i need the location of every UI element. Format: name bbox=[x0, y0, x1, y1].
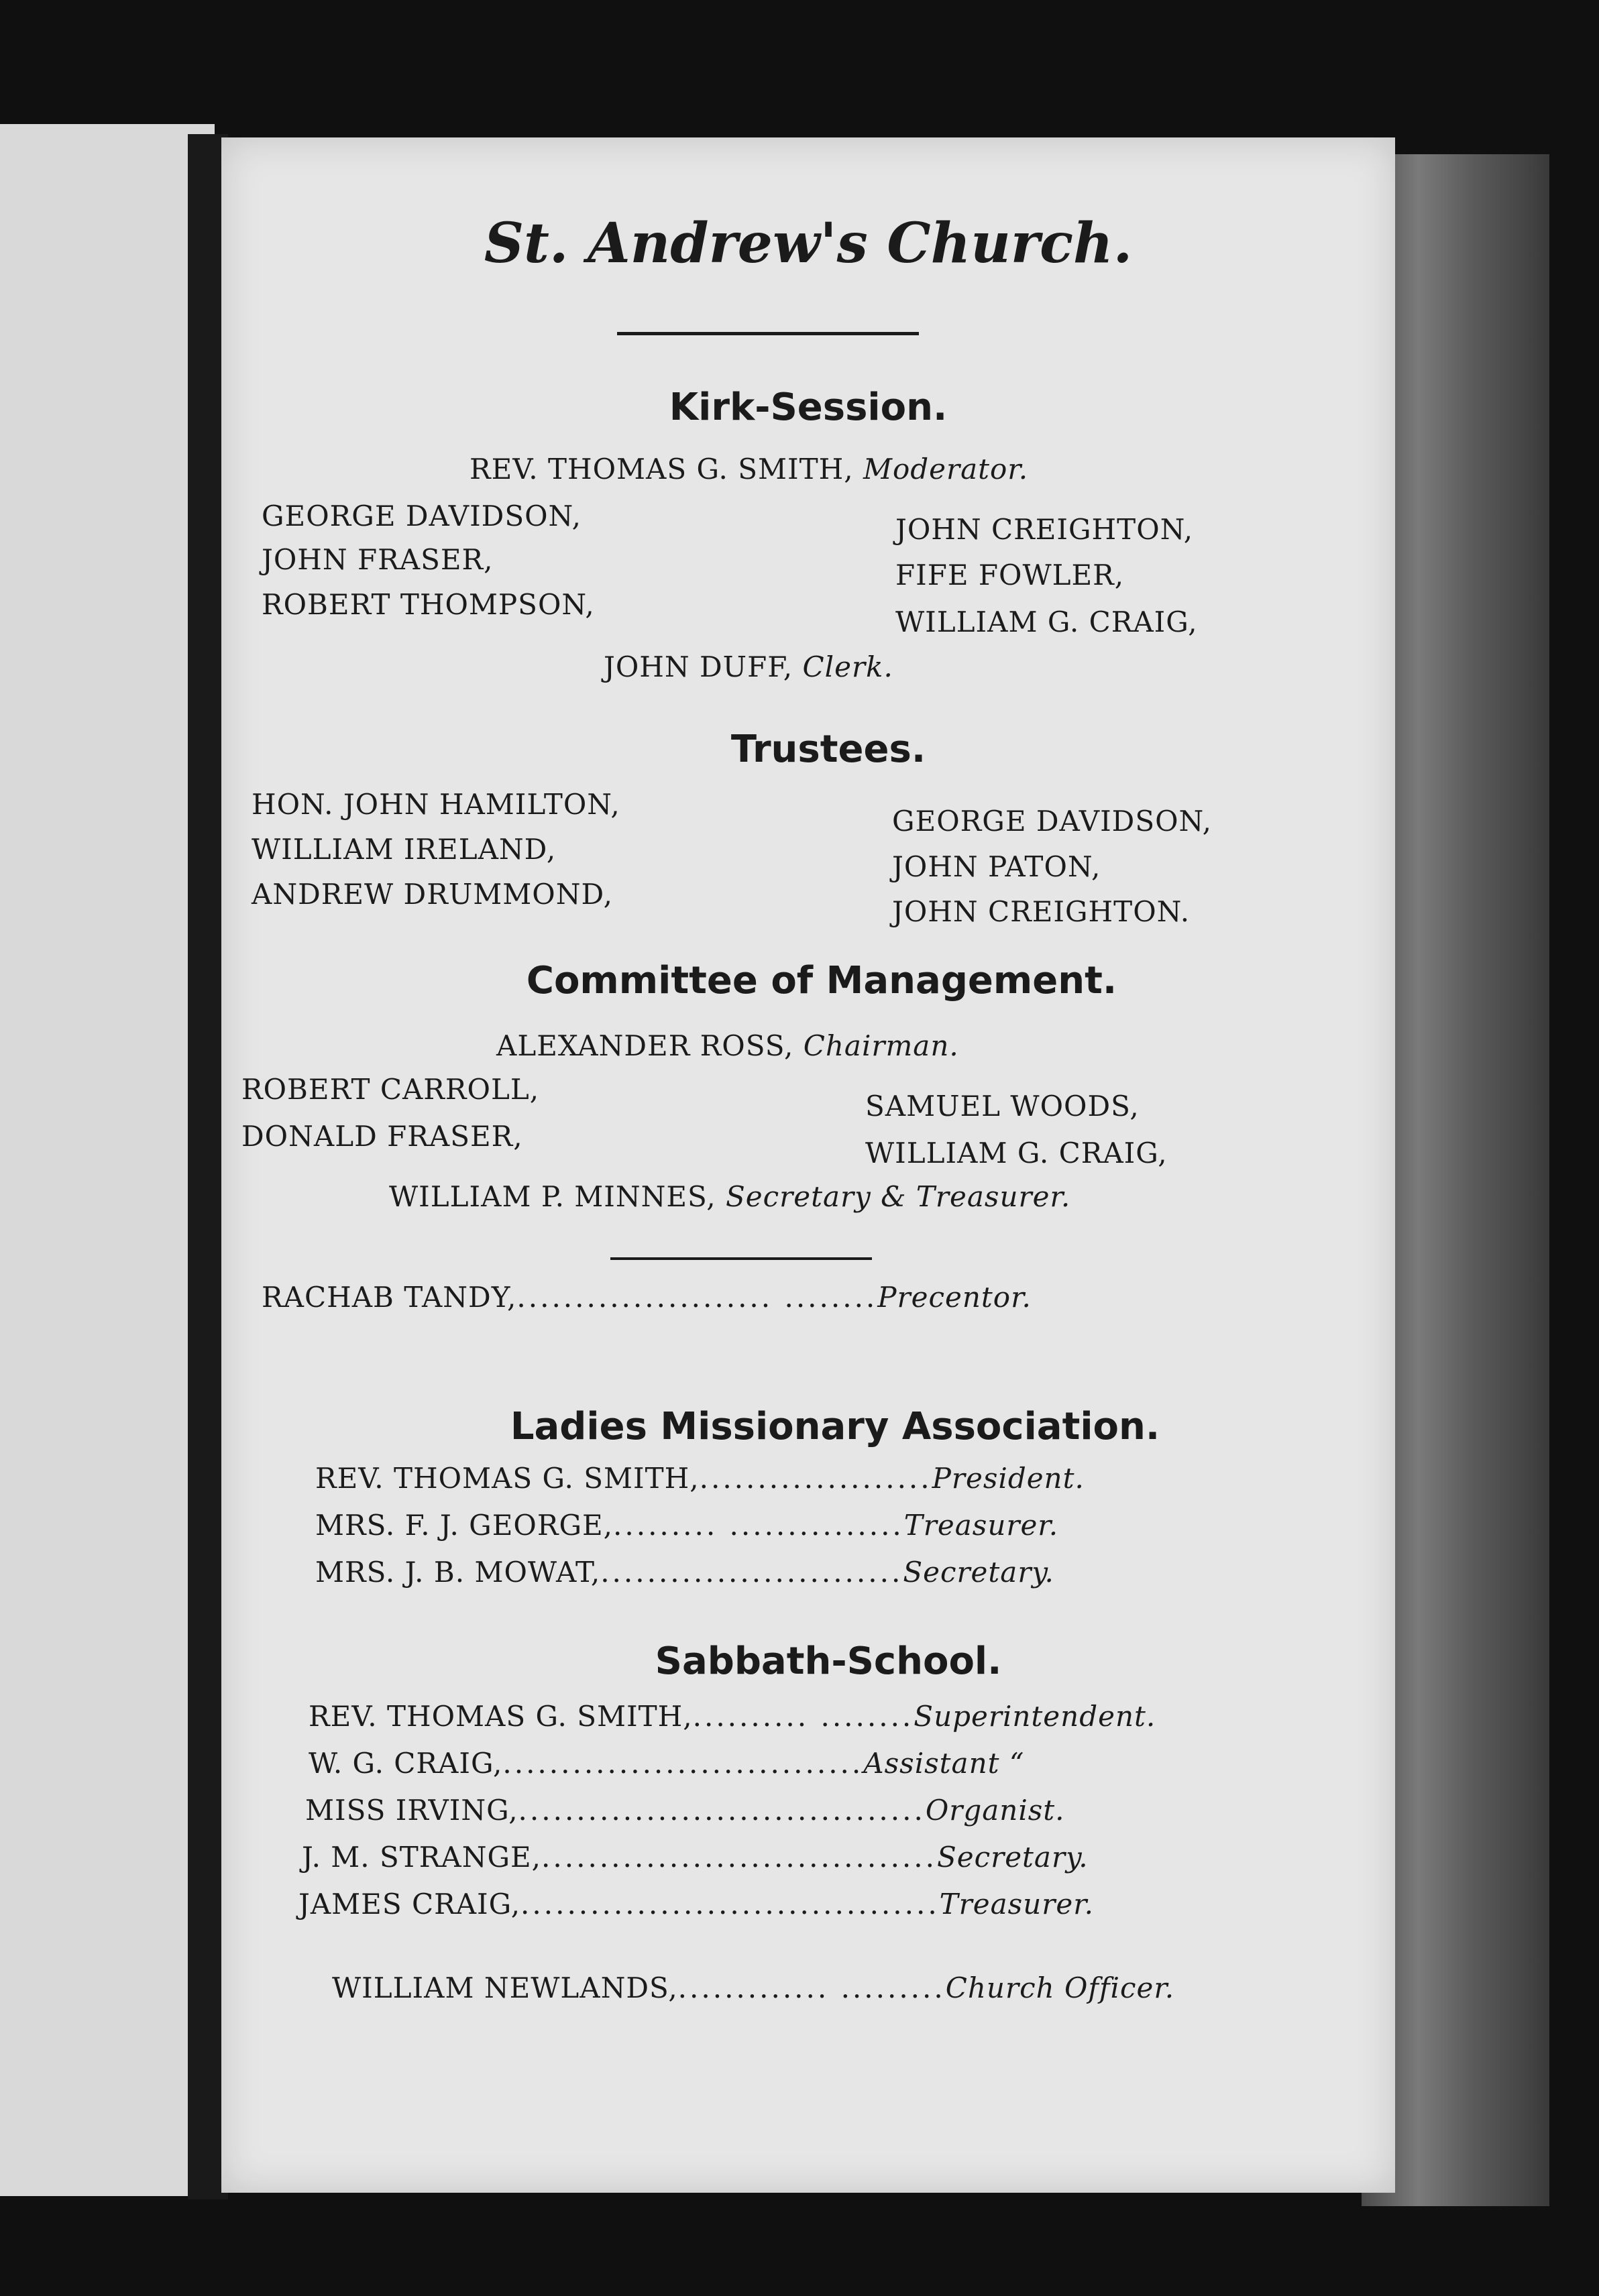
kirk-left-1: GEORGE DAVIDSON, bbox=[262, 500, 582, 532]
trustee-left-3: ANDREW DRUMMOND, bbox=[252, 878, 613, 911]
clerk-role: Clerk. bbox=[802, 650, 893, 683]
ladies-row-3-dots: .......................... bbox=[600, 1556, 903, 1589]
church-officer-line bbox=[332, 1971, 1174, 2004]
chairman-role: Chairman. bbox=[803, 1029, 959, 1062]
trustee-left-1: HON. JOHN HAMILTON, bbox=[252, 788, 620, 821]
trustee-right-2: JOHN PATON, bbox=[892, 850, 1101, 883]
precentor-line bbox=[262, 1281, 1032, 1314]
sabbath-row-1-role: Superintendent. bbox=[914, 1700, 1156, 1733]
sabbath-row-2 bbox=[309, 1747, 1024, 1780]
sabbath-row-5-role: Treasurer. bbox=[939, 1888, 1095, 1920]
committee-right-2: WILLIAM G. CRAIG, bbox=[865, 1137, 1168, 1169]
committee-secretary-name: WILLIAM P. MINNES, bbox=[389, 1180, 716, 1213]
sabbath-row-5 bbox=[298, 1888, 1094, 1920]
clerk-name: JOHN DUFF, bbox=[604, 650, 793, 683]
precentor-dots: ...................... ........ bbox=[516, 1281, 878, 1314]
ladies-row-1-name: REV. THOMAS G. SMITH, bbox=[315, 1462, 700, 1495]
sabbath-row-2-role: Assistant “ bbox=[863, 1747, 1025, 1780]
facing-page bbox=[0, 124, 215, 2196]
sabbath-row-3 bbox=[305, 1794, 1065, 1827]
clerk-line bbox=[604, 650, 893, 683]
ladies-row-1-role: President. bbox=[932, 1462, 1085, 1495]
chairman-line bbox=[496, 1029, 959, 1062]
kirk-left-2: JOHN FRASER, bbox=[262, 543, 494, 576]
moderator-role: Moderator. bbox=[863, 453, 1029, 485]
sabbath-row-1 bbox=[309, 1700, 1156, 1733]
trustee-left-2: WILLIAM IRELAND, bbox=[252, 833, 557, 866]
sabbath-row-2-name: W. G. CRAIG, bbox=[309, 1747, 503, 1780]
sabbath-row-1-name: REV. THOMAS G. SMITH, bbox=[309, 1700, 693, 1733]
sabbath-school-heading: Sabbath-School. bbox=[655, 1640, 1002, 1683]
ladies-row-2-dots: ......... ............... bbox=[613, 1509, 904, 1542]
sabbath-row-5-dots: .................................... bbox=[520, 1888, 940, 1920]
kirk-left-3: ROBERT THOMPSON, bbox=[262, 588, 595, 621]
committee-rule bbox=[610, 1257, 872, 1260]
ladies-row-2-role: Treasurer. bbox=[903, 1509, 1059, 1542]
kirk-right-1: JOHN CREIGHTON, bbox=[895, 513, 1194, 546]
kirk-right-2: FIFE FOWLER, bbox=[895, 559, 1125, 591]
ladies-row-3-role: Secretary. bbox=[903, 1556, 1054, 1589]
church-officer-role: Church Officer. bbox=[945, 1971, 1175, 2004]
committee-secretary-line bbox=[389, 1180, 1070, 1213]
committee-left-1: ROBERT CARROLL, bbox=[241, 1073, 540, 1106]
kirk-session-heading: Kirk-Session. bbox=[669, 386, 948, 429]
sabbath-row-4-dots: .................................. bbox=[541, 1841, 937, 1874]
moderator-line bbox=[470, 453, 1028, 485]
ladies-row-3 bbox=[315, 1556, 1054, 1589]
kirk-right-3: WILLIAM G. CRAIG, bbox=[895, 606, 1198, 638]
ladies-row-2 bbox=[315, 1509, 1058, 1542]
sabbath-row-3-name: MISS IRVING, bbox=[305, 1794, 518, 1827]
committee-left-2: DONALD FRASER, bbox=[241, 1120, 523, 1153]
sabbath-row-4-name: J. M. STRANGE, bbox=[302, 1841, 542, 1874]
ladies-row-1 bbox=[315, 1462, 1085, 1495]
moderator-name: REV. THOMAS G. SMITH, bbox=[470, 453, 854, 485]
ladies-heading: Ladies Missionary Association. bbox=[510, 1405, 1160, 1448]
precentor-name: RACHAB TANDY, bbox=[262, 1281, 517, 1314]
title-rule bbox=[617, 332, 919, 335]
sabbath-row-2-dots: ............................... bbox=[502, 1747, 864, 1780]
ladies-row-3-name: MRS. J. B. MOWAT, bbox=[315, 1556, 601, 1589]
church-officer-name: WILLIAM NEWLANDS, bbox=[332, 1971, 678, 2004]
ladies-row-2-name: MRS. F. J. GEORGE, bbox=[315, 1509, 614, 1542]
trustee-right-3: JOHN CREIGHTON. bbox=[892, 895, 1191, 928]
page-title: St. Andrew's Church. bbox=[484, 211, 1133, 276]
sabbath-row-1-dots: .......... ........ bbox=[692, 1700, 914, 1733]
sabbath-row-4-role: Secretary. bbox=[936, 1841, 1089, 1874]
committee-heading: Committee of Management. bbox=[526, 959, 1117, 1002]
trustees-heading: Trustees. bbox=[730, 728, 926, 771]
committee-secretary-role: Secretary & Treasurer. bbox=[726, 1180, 1071, 1213]
church-page bbox=[221, 137, 1395, 2193]
sabbath-row-3-role: Organist. bbox=[925, 1794, 1065, 1827]
ladies-row-1-dots: .................... bbox=[699, 1462, 932, 1495]
trustee-right-1: GEORGE DAVIDSON, bbox=[892, 805, 1212, 838]
precentor-role: Precentor. bbox=[877, 1281, 1032, 1314]
sabbath-row-3-dots: ................................... bbox=[518, 1794, 926, 1827]
sabbath-row-4 bbox=[302, 1841, 1089, 1874]
chairman-name: ALEXANDER ROSS, bbox=[496, 1029, 794, 1062]
committee-right-1: SAMUEL WOODS, bbox=[865, 1090, 1140, 1123]
sabbath-row-5-name: JAMES CRAIG, bbox=[298, 1888, 521, 1920]
church-officer-dots: ............. ......... bbox=[677, 1971, 946, 2004]
